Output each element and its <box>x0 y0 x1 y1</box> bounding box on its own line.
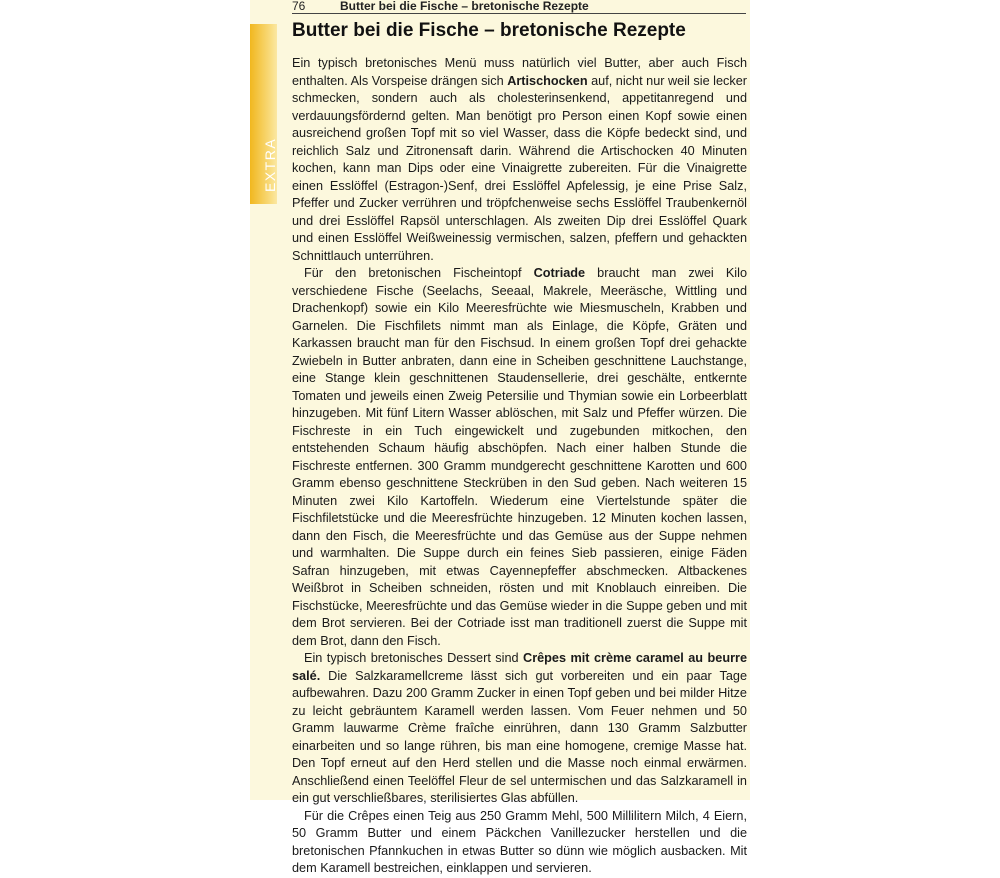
running-title: Butter bei die Fische – bretonische Rezepte <box>340 0 589 13</box>
running-header <box>292 0 746 14</box>
term-artischocken: Artischocken <box>507 73 588 88</box>
paragraph-crepes: Für die Crêpes einen Teig aus 250 Gramm Mehl, 500 Millilitern Milch, 4 Eiern, 50 Gramm Butter und einem Päckchen Vanillezucker herstellen und die bretonischen Pfannkuchen in etwas Butter so dünn wie möglich ausbacken. Mit dem Karamell bestreichen, einklappen und servieren. <box>292 808 747 875</box>
page-number: 76 <box>292 0 306 13</box>
paragraph-cotriade: Für den bretonischen Fischeintopf Cotriade braucht man zwei Kilo verschiedene Fische (Seelachs, Seeaal, Makrele, Meeräsche, Wittling und Drachenkopf) sowie ein Kilo Meeresfrüchte wie Miesmuscheln, Krabben und Garnelen. Die Fischfilets nimmt man als Einlage, die Köpfe, Gräten und Karkassen braucht man für den Fischsud. In einem großen Topf drei gehackte Zwiebeln in Butter anbraten, dann eine in Scheiben geschnittene Lauchstange, eine Stange klein geschnittenen Staudensellerie, drei geschälte, entkernte Tomaten und jeweils einen Zweig Petersilie und Thymian sowie ein Lorbeerblatt hinzugeben. Mit fünf Litern Wasser ablöschen, mit Salz und Pfeffer würzen. Die Fischreste in ein Tuch eingewickelt und zugebunden mitkochen, den entstehenden Schaum häufig abschöpfen. Nach einer halben Stunde die Fischreste entfernen. 300 Gramm mundgerecht geschnittene Karotten und 600 Gramm ebenso geschnittene Steckrüben in den Sud geben. Nach weiteren 15 Minuten zwei Kilo Kartoffeln. Wiederum eine Viertelstunde später die Fischfiletstücke und die Meeresfrüchte hinzugeben. 12 Minuten kochen lassen, dann den Fisch, die Meeresfrüchte und das Gemüse aus der Suppe nehmen und warmhalten. Die Suppe durch ein feines Sieb passieren, einige Fäden Safran hinzugeben, mit etwas Cayennepfeffer abschmecken. Altbackenes Weißbrot in Scheiben schneiden, rösten und mit Knoblauch einreiben. Die Fischstücke, Meeresfrüchte und das Gemüse wieder in die Suppe geben und mit dem Brot servieren. Bei der Cotriade isst man traditionell zuerst die Suppe mit dem Brot, dann den Fisch. <box>292 266 747 648</box>
paragraph-dessert: Ein typisch bretonisches Dessert sind Crêpes mit crème caramel au beurre salé. Die Salzkaramellcreme lässt sich gut vorbereiten und ein paar Tage aufbewahren. Dazu 200 Gramm Zucker in einen Topf geben und bei milder Hitze zu leicht gebräuntem Karamell werden lassen. Vom Feuer nehmen und 50 Gramm lauwarme Crème fraîche einrühren, dann 130 Gramm Salzbutter einarbeiten und so lange rühren, bis man eine homogene, cremige Masse hat. Den Topf erneut auf den Herd stellen und die Masse noch einmal erwärmen. Anschließend einen Teelöffel Fleur de sel untermischen und das Salzkaramell in ein gut verschließbares, sterilisiertes Glas abfüllen. <box>292 651 748 805</box>
extra-tab <box>250 24 277 204</box>
section-title: Butter bei die Fische – bretonische Rezepte <box>292 20 686 41</box>
paragraph-artichokes: Ein typisch bretonisches Menü muss natürlich viel Butter, aber auch Fisch enthalten. Als Vorspeise drängen sich Artischocken auf, nicht nur weil sie lecker schmecken, sondern auch als cholesterinsenkend, appetitanregend und verdauungsfördernd gelten. Man benötigt pro Person einen Kopf sowie einen ausreichend großen Topf mit so viel Wasser, dass die Köpfe bedeckt sind, und reichlich Salz und Zitronensaft darin. Während die Artischocken 40 Minuten kochen, kann man Dips oder eine Vinaigrette zubereiten. Für die Vinaigrette einen Esslöffel (Estragon-)Senf, drei Esslöffel Apfelessig, je eine Prise Salz, Pfeffer und Zucker verrühren und tröpfchenweise sechs Esslöffel Traubenkernöl und drei Esslöffel Rapsöl unterschlagen. Als zweiten Dip drei Esslöffel Quark und einen Esslöffel Weißweinessig vermischen, salzen, pfeffern und gehackten Schnittlauch unterrühren. <box>292 56 748 263</box>
body-text <box>292 55 747 878</box>
term-crepes: Crêpes mit crème caramel au beurre salé. <box>292 651 748 683</box>
term-cotriade: Cotriade <box>533 266 586 280</box>
book-page <box>250 0 750 875</box>
extra-tab-label: EXTRA <box>262 137 278 192</box>
